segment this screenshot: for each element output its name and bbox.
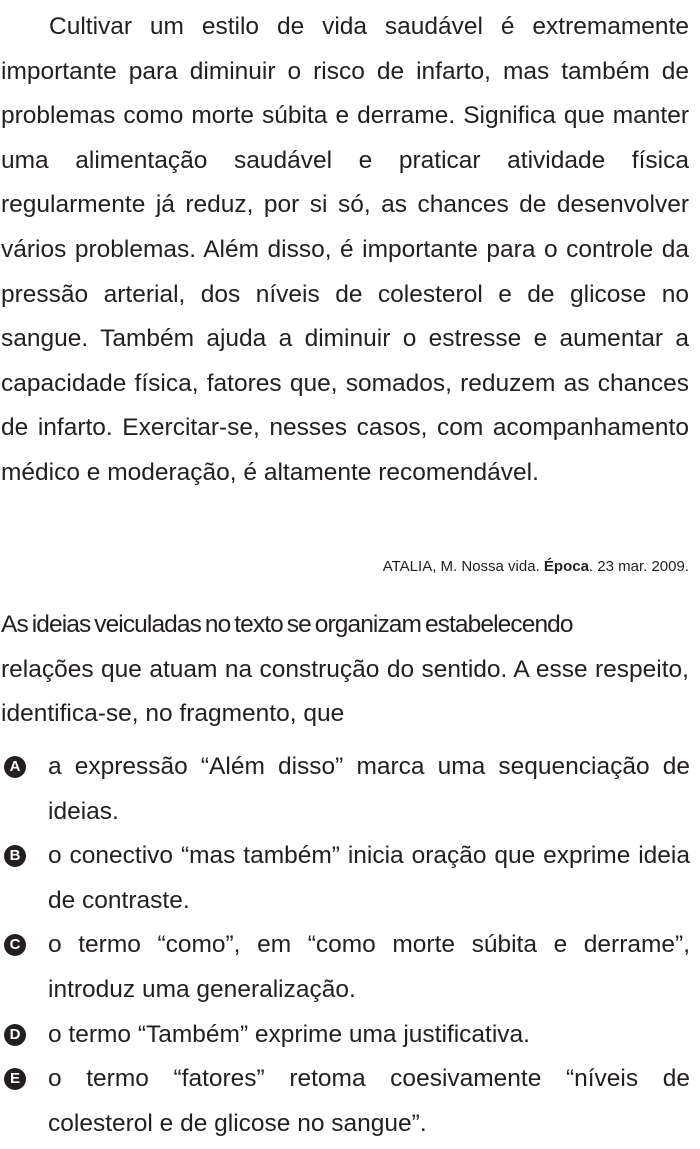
option-b-letter-badge: B: [4, 845, 26, 867]
question-stem-first-line: As ideias veiculadas no texto se organizam estabelecendo: [1, 611, 573, 638]
answer-options: [0, 745, 690, 1146]
question-stem-rest: relações que atuam na construção do sentido. A esse respeito, identifica-se, no fragmento, que: [1, 655, 689, 728]
option-d-letter-badge: D: [4, 1024, 26, 1046]
option-e-letter-badge: E: [4, 1068, 26, 1090]
option-b-text: o conectivo “mas também” inicia oração que exprime ideia de contraste.: [48, 842, 690, 914]
option-d-text: o termo “Também” exprime uma justificativa.: [48, 1020, 530, 1048]
source-date: . 23 mar. 2009.: [588, 558, 689, 575]
option-a-letter-badge: A: [4, 756, 26, 778]
source-author-title: ATALIA, M. Nossa vida.: [382, 558, 544, 575]
option-a[interactable]: [0, 745, 690, 834]
option-d[interactable]: [0, 1013, 690, 1058]
option-b[interactable]: [0, 834, 690, 923]
option-c[interactable]: [0, 923, 690, 1012]
passage-text: Cultivar um estilo de vida saudável é extremamente importante para diminuir o risco de infarto, mas também de problemas como morte súbita e derrame. Significa que manter uma alimentação saudável e praticar atividade física regularmente já reduz, por si só, as chances de desenvolver vários problemas. Além disso, é importante para o controle da pressão arterial, dos níveis de colesterol e de glicose no sangue. Também ajuda a diminuir o estresse e aumentar a capacidade física, fatores que, somados, reduzem as chances de infarto. Exercitar-se, nesses casos, com acompanhamento médico e moderação, é altamente recomendável.: [1, 13, 689, 486]
option-c-letter-badge: C: [4, 934, 26, 956]
question-stem: [1, 603, 689, 737]
source-citation: [383, 557, 689, 577]
option-c-text: o termo “como”, em “como morte súbita e derrame”, introduz uma generalização.: [48, 931, 690, 1003]
source-publication: Época: [543, 558, 589, 575]
option-a-text: a expressão “Além disso” marca uma sequenciação de ideias.: [48, 753, 690, 825]
option-e[interactable]: [0, 1057, 690, 1146]
option-e-text: o termo “fatores” retoma coesivamente “níveis de colesterol e de glicose no sangue”.: [48, 1065, 690, 1137]
